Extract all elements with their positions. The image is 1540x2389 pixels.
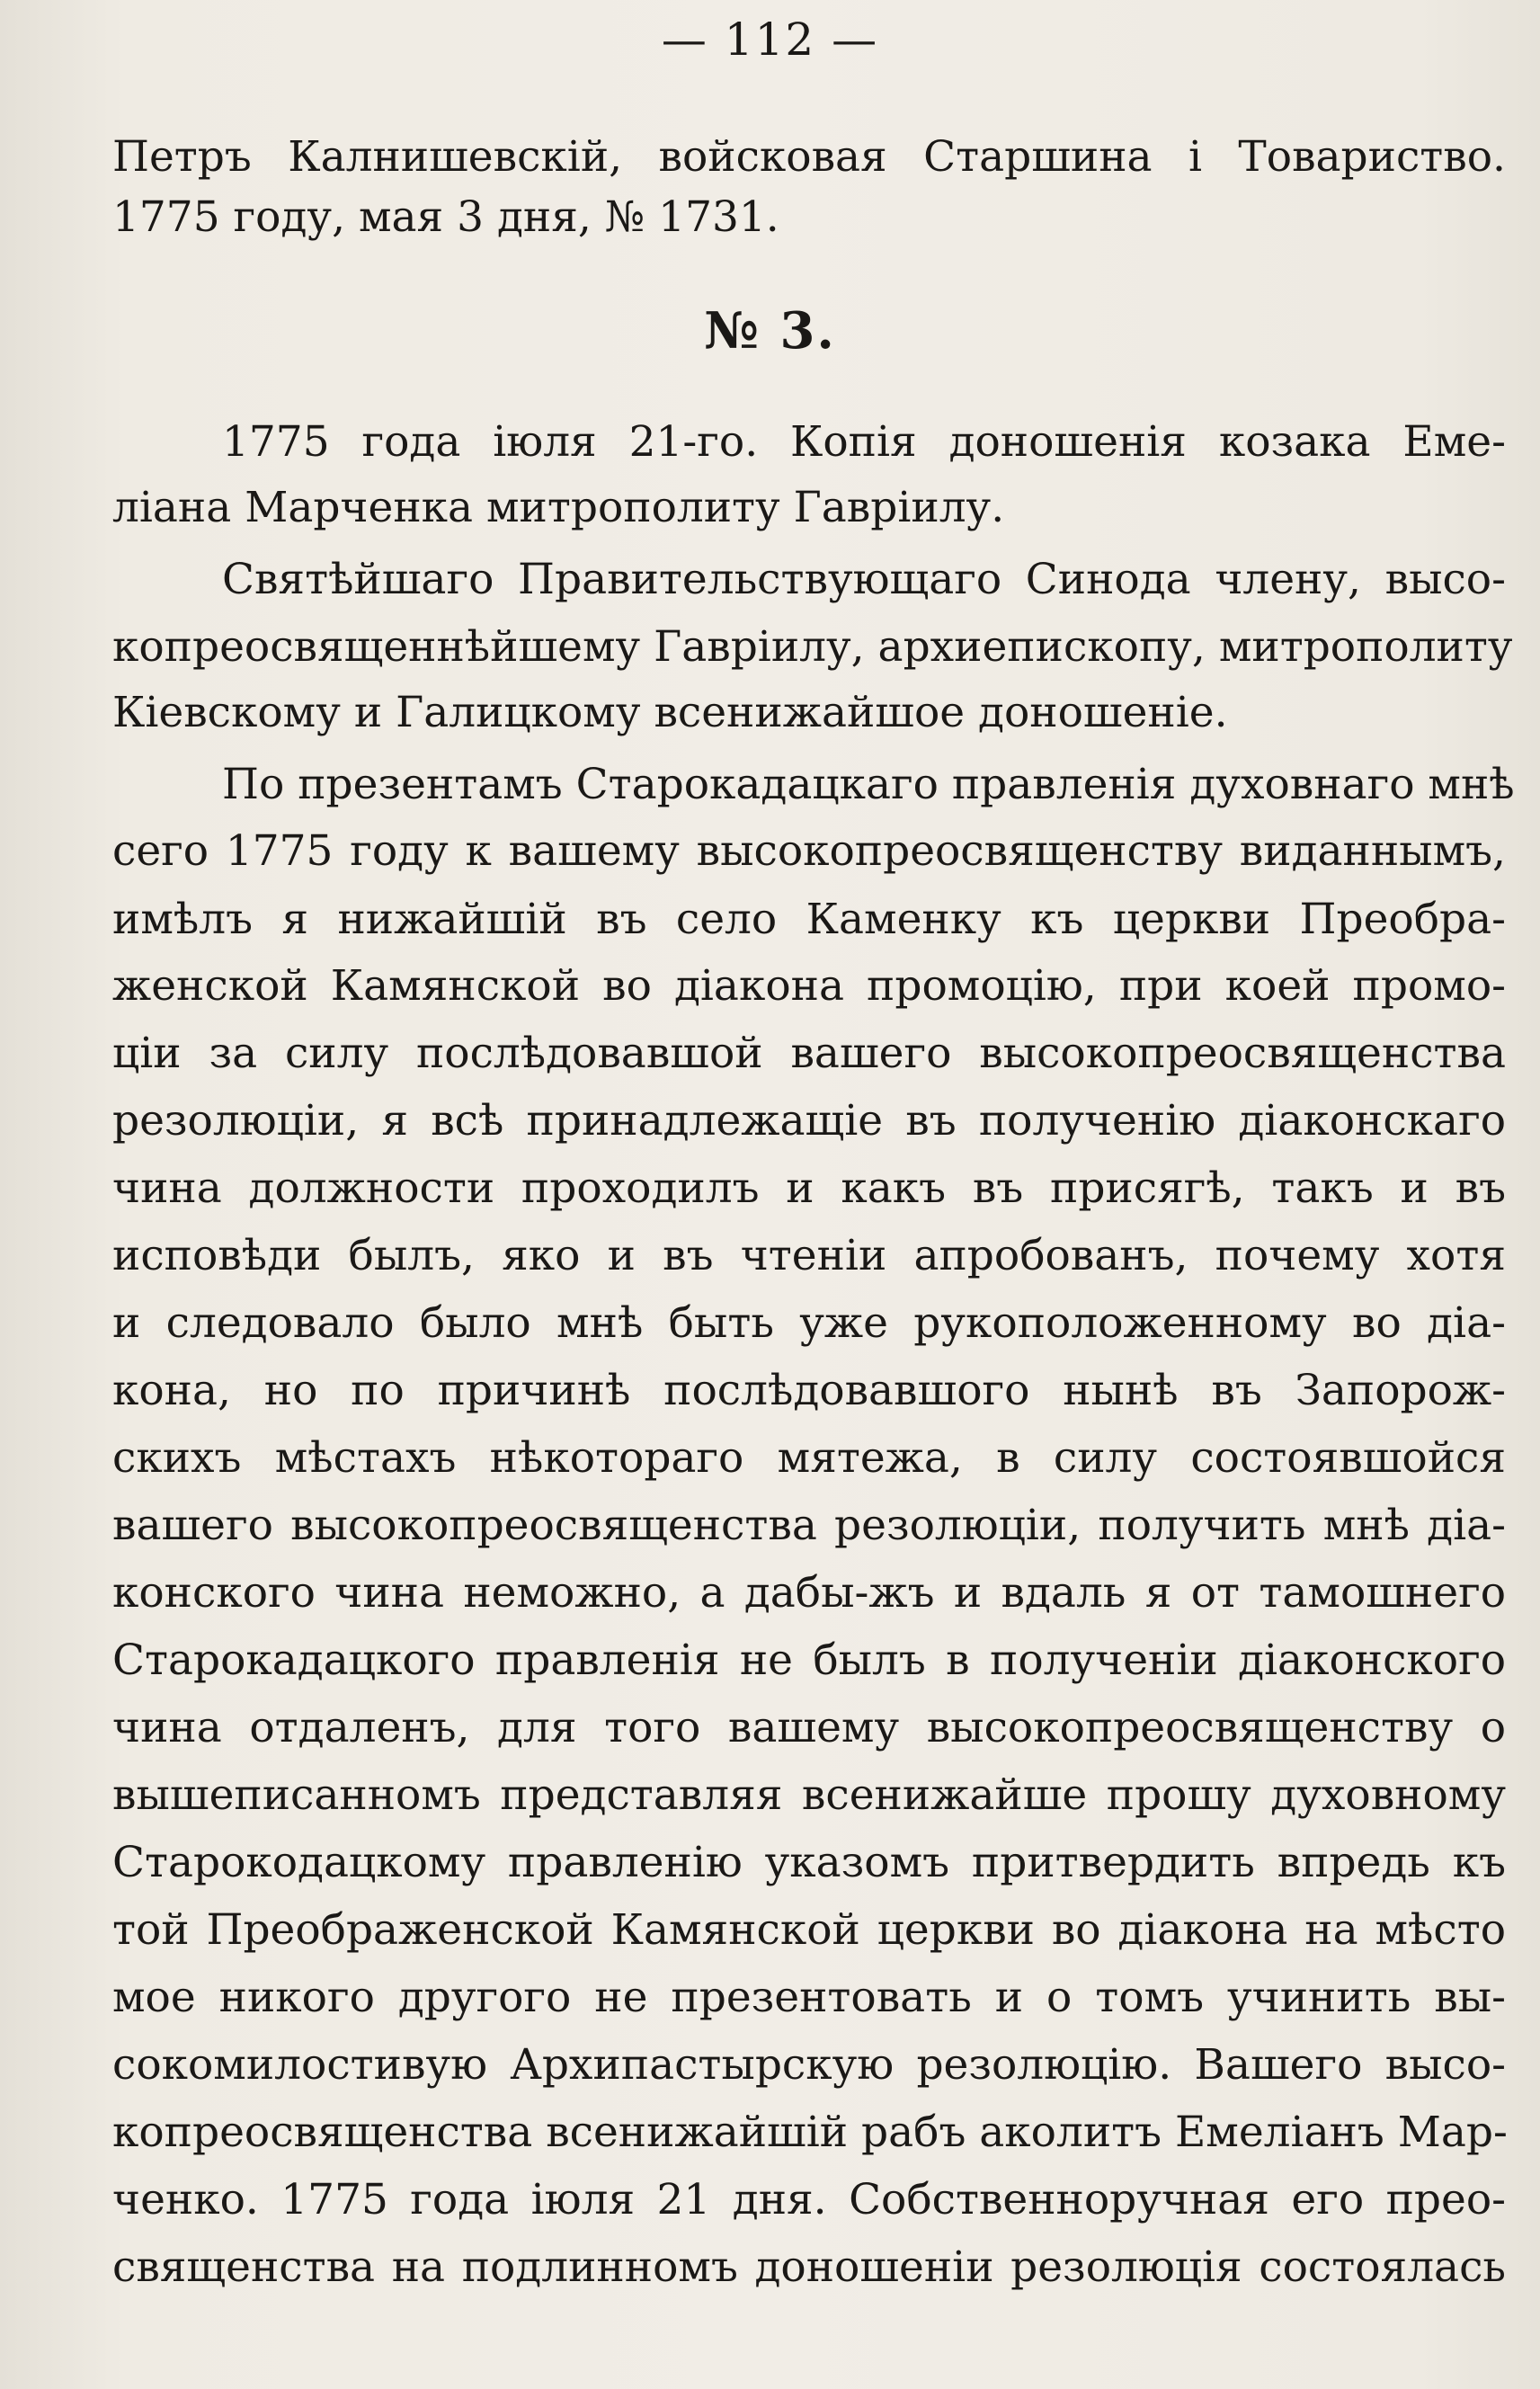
text-line: вышеписанномъ представляя всенижайше прошу духовному [112, 1770, 1506, 1820]
text-line: сокомилостивую Архипастырскую резолюцію. Вашего высо- [112, 2040, 1506, 2090]
text-line: копреосвященнѣйшему Гавріилу, архиепископу, митрополиту [112, 622, 1513, 672]
text-line: Петръ Калнишевскій, войсковая Старшина і Товариство. [112, 132, 1506, 182]
text-line: Старокадацкого правленія не былъ в полученіи діаконского [112, 1636, 1506, 1685]
text-line: ченко. 1775 года іюля 21 дня. Собственноручная его прео- [112, 2175, 1506, 2224]
text-line: мое никого другого не презентовать и о томъ учинить вы- [112, 1973, 1506, 2022]
text-line: резолюціи, я всѣ принадлежащіе въ полученію діаконскаго [112, 1096, 1506, 1145]
text-line: чина отдаленъ, для того вашему высокопреосвященству о [112, 1703, 1506, 1752]
text-line: конского чина неможно, а дабы-жъ и вдаль я от тамошнего [112, 1568, 1506, 1618]
text-line: той Преображенской Камянской церкви во діакона на мѣсто [112, 1905, 1506, 1955]
text-line: священства на подлинномъ доношеніи резолюція состоялась [112, 2242, 1506, 2292]
text-line: скихъ мѣстахъ нѣкотораго мятежа, в силу состоявшойся [112, 1433, 1506, 1483]
text-line: ліана Марченка митрополиту Гавріилу. [112, 483, 1005, 532]
text-line: исповѣди былъ, яко и въ чтеніи апробованъ, почему хотя [112, 1231, 1506, 1280]
text-line: ціи за силу послѣдовавшой вашего высокопреосвященства [112, 1029, 1506, 1078]
section-title: № 3. [704, 301, 836, 361]
text-line: 1775 года іюля 21-го. Копія доношенія козака Еме- [222, 417, 1506, 467]
page-number: — 112 — [661, 13, 879, 66]
text-line: имѣлъ я нижайшій въ село Каменку къ церкви Преобра- [112, 895, 1506, 944]
text-line: Кіевскому и Галицкому всенижайшое доношеніе. [112, 688, 1228, 737]
text-line: По презентамъ Старокадацкаго правленія духовнаго мнѣ [222, 760, 1515, 809]
text-line: чина должности проходилъ и какъ въ присягѣ, такъ и въ [112, 1163, 1506, 1213]
text-line: женской Камянской во діакона промоцію, при коей промо- [112, 961, 1506, 1011]
text-line: и следовало было мнѣ быть уже рукоположенному во діа- [112, 1298, 1506, 1348]
text-line: кона, но по причинѣ послѣдовавшого нынѣ въ Запорож- [112, 1366, 1506, 1415]
text-line: Старокодацкому правленію указомъ притвердить впредь къ [112, 1838, 1506, 1887]
text-line: копреосвященства всенижайшій рабъ аколитъ Емеліанъ Мар- [112, 2108, 1508, 2157]
text-line: 1775 году, мая 3 дня, № 1731. [112, 192, 779, 242]
text-line: вашего высокопреосвященства резолюціи, получить мнѣ діа- [112, 1501, 1506, 1550]
text-line: Святѣйшаго Правительствующаго Синода члену, высо- [222, 555, 1506, 604]
text-line: сего 1775 году к вашему высокопреосвященству виданнымъ, [112, 826, 1506, 876]
